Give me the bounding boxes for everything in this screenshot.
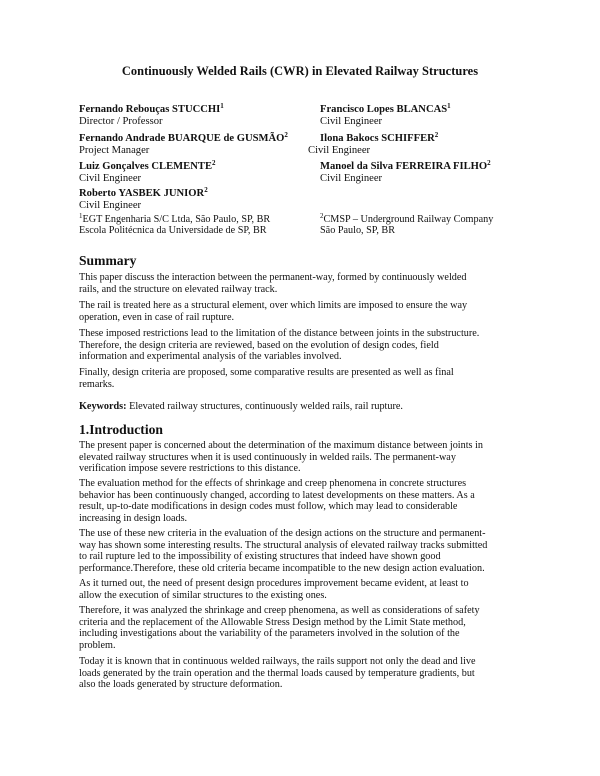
author-5: Luiz Gonçalves CLEMENTE$^2$ Civil Engineer	[79, 159, 216, 184]
keywords-label: Keywords:	[79, 401, 127, 412]
intro-paragraph: Therefore, it was analyzed the shrinkage and creep phenomena, as well as considerations of safety criteria and the replacement of the Allowable Stress Design method by the Limit State method, including investigations about the variability of the parameters involved in the solution of the problem.	[79, 605, 480, 651]
intro-paragraph: Today it is known that in continuous welded railways, the rails support not only the dead and live loads generated by the train operation and the thermal loads caused by temperature gradients, but also the loads generated by structure deformation.	[79, 656, 476, 690]
summary-paragraph: These imposed restrictions lead to the limitation of the distance between joints in the substructure. Therefore, the design criteria are reviewed, based on the evolution of design codes, field information and experimental analysis of the variables involved.	[79, 328, 480, 362]
keywords-text: Elevated railway structures, continuously welded rails, rail rupture.	[126, 401, 403, 412]
author-1: Fernando Rebouças STUCCHI$^1$ Director / Professor	[79, 102, 224, 127]
keywords-line	[79, 401, 522, 413]
intro-paragraph: The evaluation method for the effects of shrinkage and creep phenomena in concrete structures behavior has been continuously changed, according to latest developments on these matters. As a result, up-to-date modifications in design codes must follow, which may lead to considerable increasing in design loads.	[79, 478, 475, 524]
intro-paragraph: The present paper is concerned about the determination of the maximum distance between joints in elevated railway structures when it is used continuously in welded rails. The permanent-way verification impose severe restrictions to this distance.	[79, 440, 483, 474]
summary-paragraph: This paper discuss the interaction between the permanent-way, formed by continuously welded rails, and the structure on elevated railway track.	[79, 272, 467, 295]
author-6: Manoel da Silva FERREIRA FILHO$^2$ Civil Engineer	[320, 159, 491, 184]
summary-heading: Summary	[79, 253, 137, 268]
affiliation-2: $^2$CMSP – Underground Railway Company São Paulo, SP, BR	[320, 212, 494, 237]
author-7: Roberto YASBEK JUNIOR$^2$ Civil Engineer	[79, 186, 208, 211]
summary-paragraph: Finally, design criteria are proposed, some comparative results are presented as well as final remarks.	[79, 367, 454, 390]
intro-paragraph: The use of these new criteria in the evaluation of the design actions on the structure and permanent- way has shown some interesting results. The structural analysis of elevated railway tracks submitted to rail rupture led to the impossibility of existing structures that indeed have shown good performance.Therefore, these old criteria became incompatible to the new design action evaluation.	[79, 528, 488, 574]
intro-paragraph: As it turned out, the need of present design procedures improvement became evident, at least to allow the execution of similar structures to the existing ones.	[79, 578, 469, 601]
introduction-heading: 1.Introduction	[79, 422, 163, 437]
author-3: Fernando Andrade BUARQUE de GUSMÃO$^2$ Project Manager	[79, 131, 288, 156]
affiliation-1: $^1$EGT Engenharia S/C Ltda, São Paulo, SP, BR Escola Politécnica da Universidade de SP, BR	[79, 212, 271, 237]
summary-paragraph: The rail is treated here as a structural element, over which limits are imposed to ensure the way operation, even in case of rail rupture.	[79, 300, 468, 323]
paper-title: Continuously Welded Rails (CWR) in Elevated Railway Structures	[121, 64, 479, 78]
author-2: Francisco Lopes BLANCAS$^1$ Civil Engineer	[320, 102, 451, 127]
author-4: Ilona Bakocs SCHIFFER$^2$ Civil Engineer	[308, 131, 439, 156]
